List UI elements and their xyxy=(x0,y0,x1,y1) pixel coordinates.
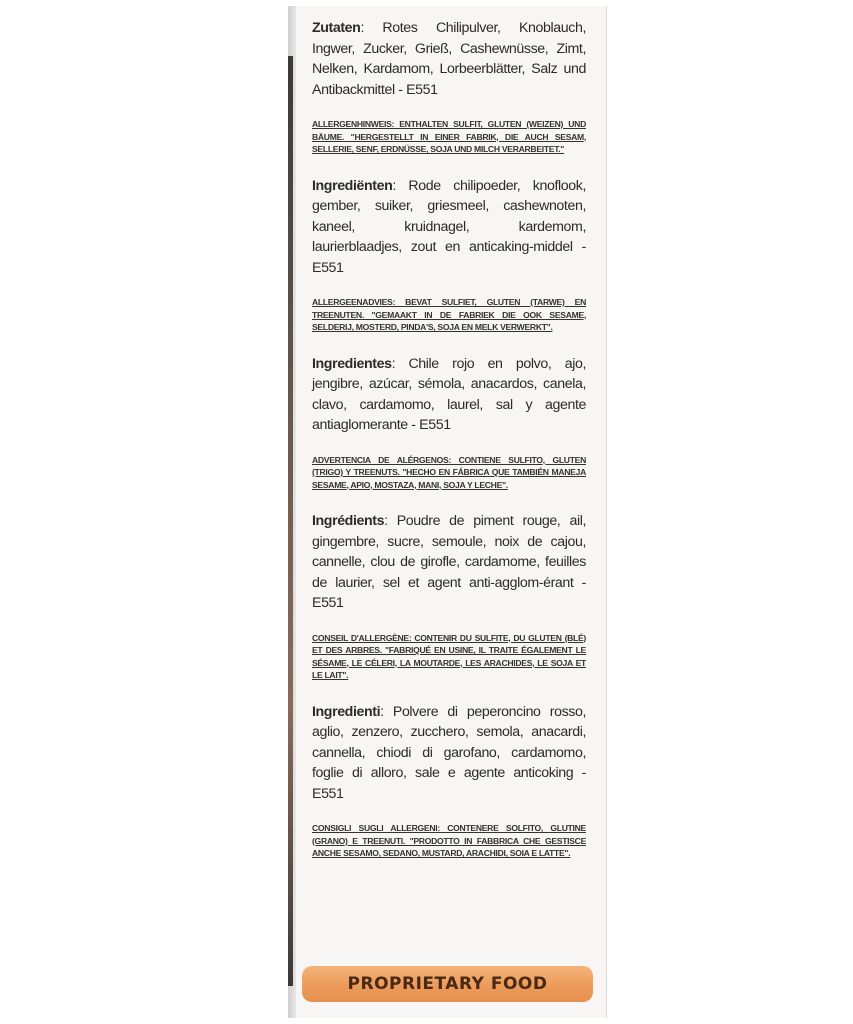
allergen-notice-french: CONSEIL D'ALLERGÈNE: CONTENIR DU SULFITE, DU GLUTEN (BLÉ) ET DES ARBRES. "FABRIQUÉ EN USINE, IL TRAITE ÉGALEMENT LE SÉSAME, LE CÉLERI, LA MOUTARDE, LES ARACHIDES, LE SOJA ET LE LAIT". xyxy=(312,632,586,680)
allergen-notice-dutch: ALLERGEENADVIES: BEVAT SULFIET, GLUTEN (TARWE) EN TREENUTEN. "GEMAAKT IN DE FABRIEK DIE OOK SESAME, SELDERIJ, MOSTERD, PINDA'S, SOJA EN MELK VERWERKT". xyxy=(312,297,586,332)
box-edge-strip xyxy=(288,56,293,986)
ingredients-french xyxy=(312,511,586,614)
ingredients-heading: Zutaten xyxy=(312,20,361,36)
ingredients-text: : Rotes Chilipulver, Knoblauch, Ingwer, Zucker, Grieß, Cashewnüsse, Zimt, Nelken, Kardamom, Lorbeerblätter, Salz und Antibackmittel - E551 xyxy=(312,20,586,98)
ingredients-heading: Ingrediënten xyxy=(312,177,393,194)
ingredients-panel xyxy=(296,6,607,1018)
ingredients-heading: Ingredienti xyxy=(312,703,381,720)
ingredients-dutch xyxy=(312,176,586,279)
ingredients-heading: Ingrédients xyxy=(312,513,385,529)
ingredients-spanish xyxy=(312,354,586,436)
ingredients-text: : Chile rojo en polvo, ajo, jengibre, azúcar, sémola, anacardos, canela, clavo, cardamomo, laurel, sal y agente antiaglomerante - E551 xyxy=(312,355,586,433)
allergen-notice-spanish: ADVERTENCIA DE ALÉRGENOS: CONTIENE SULFITO, GLUTEN (TRIGO) Y TREENUTS. "HECHO EN FÁBRICA QUE TAMBIÉN MANEJA SESAME, APIO, MOSTAZA, MANI, SOJA Y LECHE". xyxy=(312,454,586,490)
ingredients-text: : Polvere di peperoncino rosso, aglio, zenzero, zucchero, semola, anacardi, cannella, chiodi di garofano, cardamomo, foglie di alloro, sale e agente anticoking - E551 xyxy=(312,703,586,802)
ingredients-text: : Poudre de piment rouge, ail, gingembre, sucre, semoule, noix de cajou, cannelle, clou de girofle, cardamome, feuilles de laurier, sel et agent anti-agglom-érant - E551 xyxy=(312,513,586,611)
ingredients-german xyxy=(312,18,586,100)
ingredients-content xyxy=(312,18,586,860)
proprietary-food-banner xyxy=(302,966,593,1002)
proprietary-food-label: PROPRIETARY FOOD xyxy=(347,974,548,994)
ingredients-italian xyxy=(312,702,586,805)
allergen-notice-german: ALLERGENHINWEIS: ENTHALTEN SULFIT, GLUTEN (WEIZEN) UND BÄUME. "HERGESTELLT IN EINER FABRIK, DIE AUCH SESAM, SELLERIE, SENF, ERDNÜSSE, SOJA UND MILCH VERARBEITET." xyxy=(312,119,586,154)
ingredients-heading: Ingredientes xyxy=(312,355,392,372)
allergen-notice-italian: CONSIGLI SUGLI ALLERGENI: CONTENERE SOLFITO, GLUTINE (GRANO) E TREENUTI. "PRODOTTO IN FABBRICA CHE GESTISCE ANCHE SESAMO, SEDANO, MUSTARD, ARACHIDI, SOIA E LATTE". xyxy=(312,823,586,858)
ingredients-text: : Rode chilipoeder, knoflook, gember, suiker, griesmeel, cashewnoten, kaneel, kruidnagel, kardemom, laurierblaadjes, zout en anticaking-middel - E551 xyxy=(312,177,586,276)
